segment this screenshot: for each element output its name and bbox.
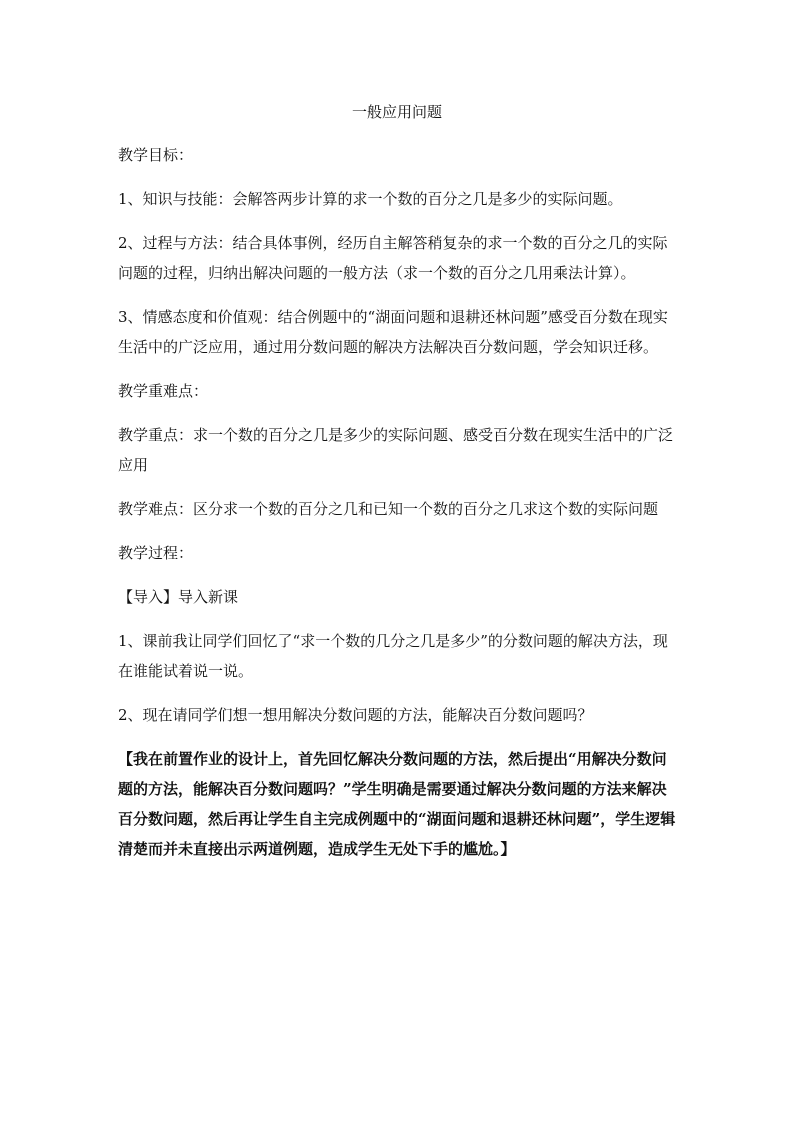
section-heading-key-points: 教学重难点：: [118, 382, 209, 400]
document-title: 一般应用问题: [351, 103, 442, 121]
intro-step-1: 1、课前我让同学们回忆了“求一个数的几分之几是多少”的分数问题的解决方法，现在谁能试着说一说。: [118, 632, 668, 680]
intro-heading: 【导入】导入新课: [118, 588, 239, 606]
objective-attitude-values: 3、情感态度和价值观：结合例题中的“湖面问题和退耕还林问题”感受百分数在现实生活中的广泛应用，通过用分数问题的解决方法解决百分数问题，学会知识迁移。: [118, 308, 668, 356]
section-heading-objectives: 教学目标：: [118, 146, 194, 164]
section-heading-process: 教学过程：: [118, 544, 194, 562]
intro-step-2: 2、现在请同学们想一想用解决分数问题的方法，能解决百分数问题吗？: [118, 706, 593, 724]
key-point-paragraph: 教学重点：求一个数的百分之几是多少的实际问题、感受百分数在现实生活中的广泛应用: [118, 426, 674, 474]
design-note: 【我在前置作业的设计上，首先回忆解决分数问题的方法，然后提出“用解决分数问题的方法，能解决百分数问题吗？”学生明确是需要通过解决分数问题的方法来解决百分数问题，然后再让学生自主完成例题中的“湖面问题和退耕还林问题”，学生逻辑清楚而并未直接出示两道例题，造成学生无处下手的尴尬。】: [118, 750, 676, 858]
objective-process-methods: 2、过程与方法：结合具体事例，经历自主解答稍复杂的求一个数的百分之几的实际问题的过程，归纳出解决问题的一般方法（求一个数的百分之几用乘法计算）。: [118, 234, 668, 282]
objective-knowledge-skills: 1、知识与技能：会解答两步计算的求一个数的百分之几是多少的实际问题。: [118, 190, 623, 208]
document-body: [118, 140, 678, 878]
difficulty-paragraph: 教学难点：区分求一个数的百分之几和已知一个数的百分之几求这个数的实际问题: [118, 500, 659, 518]
